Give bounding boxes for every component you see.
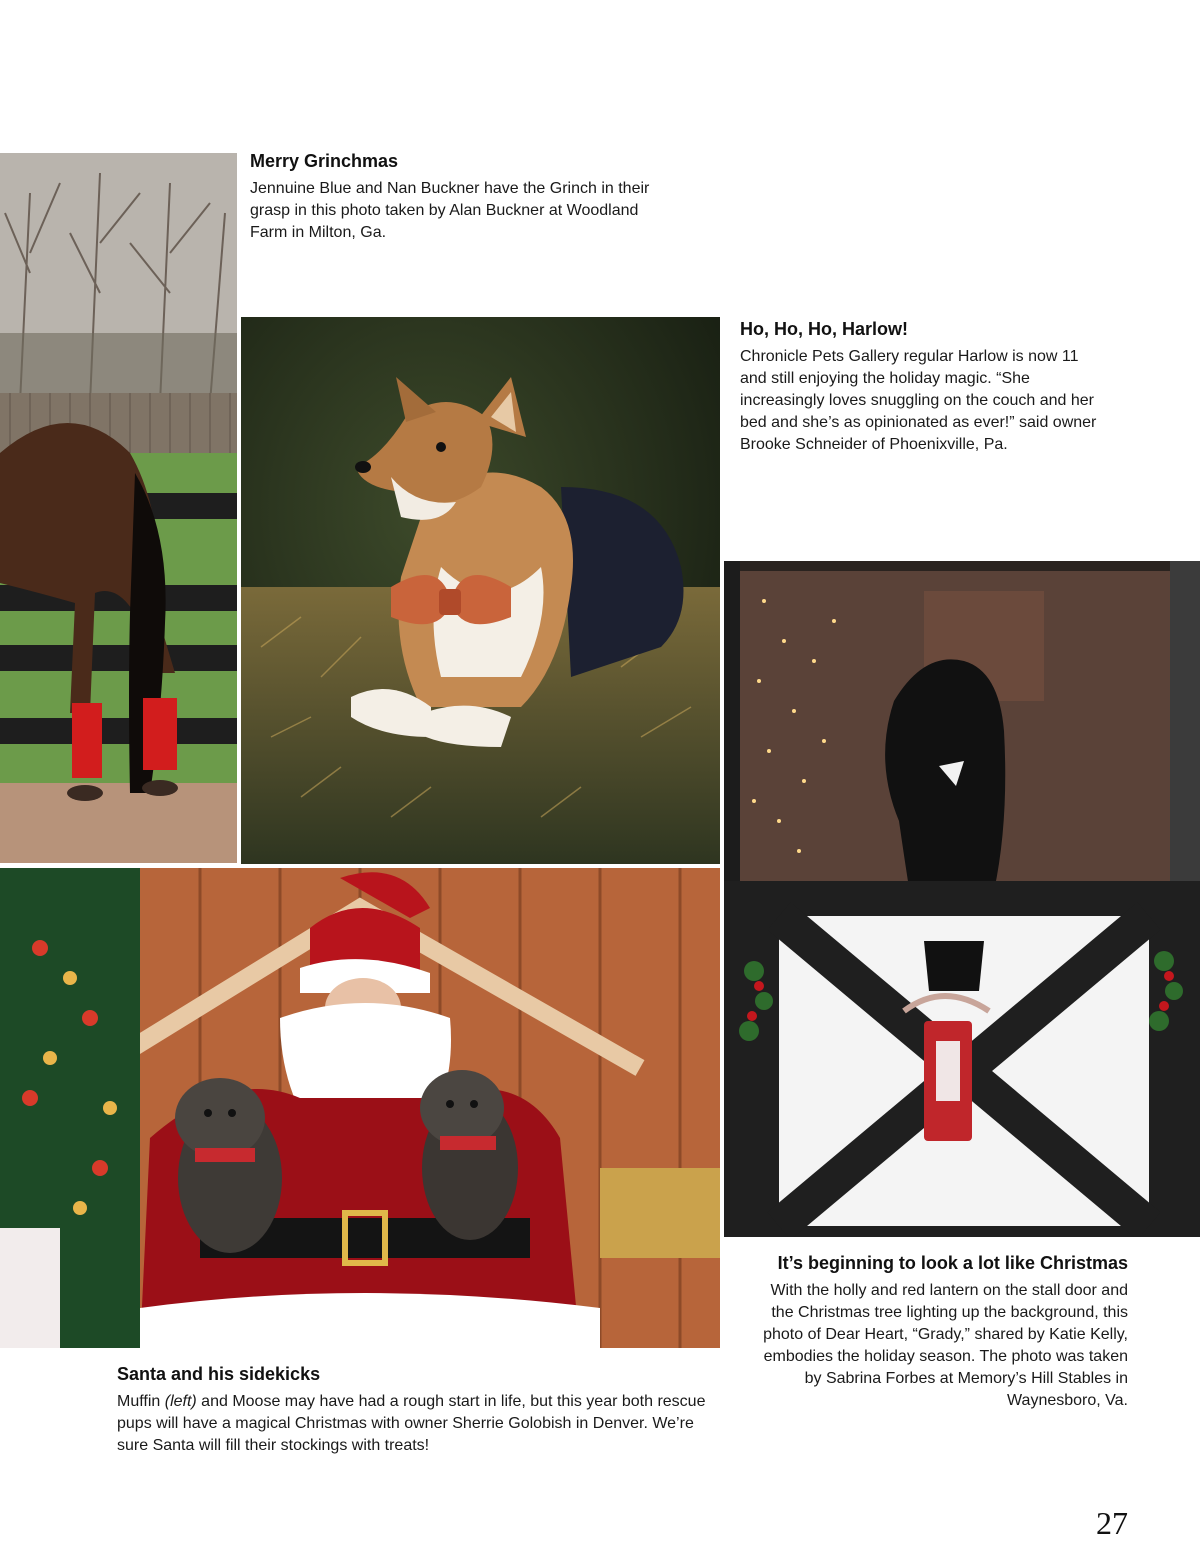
- caption-body: Jennuine Blue and Nan Buckner have the Grinch in their grasp in this photo taken by Alan Buckner at Woodland Farm in Milton, Ga.: [250, 180, 650, 241]
- caption-title: Merry Grinchmas: [250, 151, 399, 171]
- caption-title: Ho, Ho, Ho, Harlow!: [740, 319, 908, 339]
- photo-santa-sidekicks: [0, 868, 720, 1348]
- caption-merry-grinchmas: [250, 150, 680, 244]
- caption-body: With the holly and red lantern on the stall door and the Christmas tree lighting up the background, this photo of Dear Heart, “Grady,” shared by Katie Kelly, embodies the holiday season. The photo was taken by Sabrina Forbes at Memory’s Hill Stables in Waynesboro, Va.: [763, 1282, 1128, 1409]
- caption-body-end: and Moose may have had a rough start in life, but this year both rescue pups will have a magical Christmas with owner Sherrie Golobish in Denver. We’re sure Santa will fill their stockings with treats!: [117, 1393, 706, 1454]
- caption-santa-sidekicks: [117, 1363, 727, 1457]
- photo-horse-grinch: [0, 153, 237, 863]
- caption-body-start: Muffin: [117, 1393, 165, 1410]
- photo-corgi-harlow: [241, 317, 720, 864]
- photo-stall-horse-grady: [724, 561, 1200, 1237]
- page-number: 27: [1096, 1505, 1128, 1541]
- caption-title: It’s beginning to look a lot like Christmas: [777, 1253, 1128, 1273]
- caption-christmas: [760, 1252, 1128, 1412]
- caption-body: Chronicle Pets Gallery regular Harlow is now 11 and still enjoying the holiday magic. “She increasingly loves snuggling on the couch and her bed and she’s as opinionated as ever!” said owner Brooke Schneider of Phoenixville, Pa.: [740, 348, 1097, 453]
- caption-harlow: [740, 318, 1100, 456]
- caption-title: Santa and his sidekicks: [117, 1364, 321, 1384]
- caption-body: [117, 1391, 727, 1457]
- caption-body-italic: (left): [164, 1393, 197, 1410]
